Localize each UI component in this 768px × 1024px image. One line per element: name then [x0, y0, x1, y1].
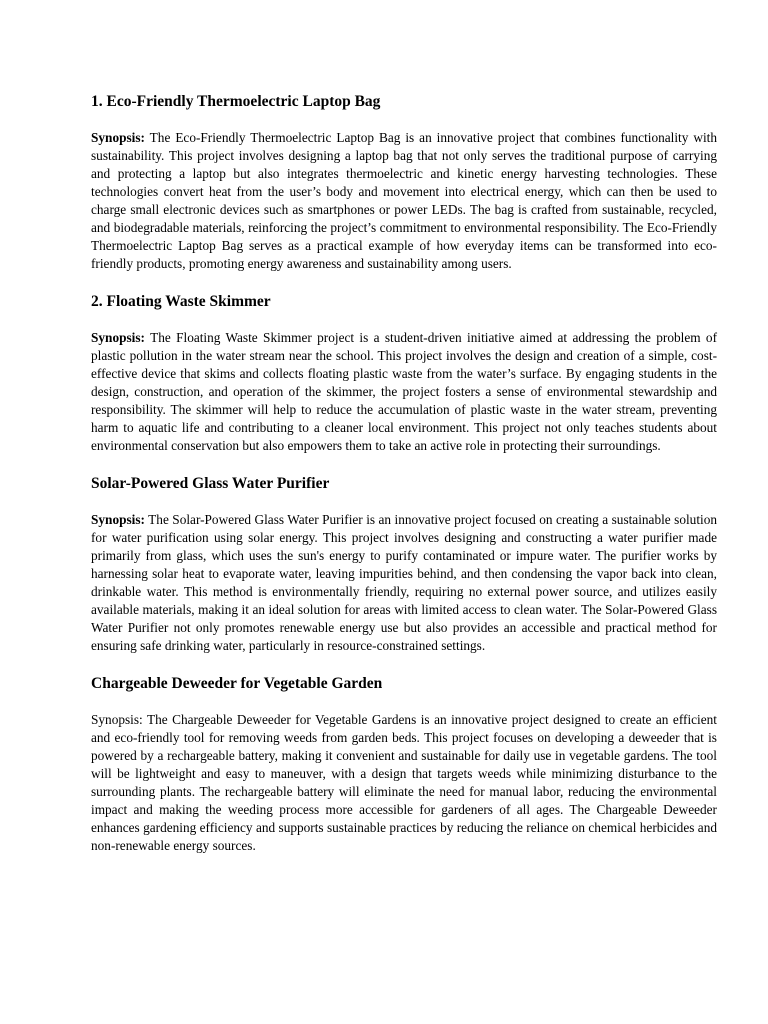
section-synopsis — [91, 511, 717, 655]
section-heading: Chargeable Deweeder for Vegetable Garden — [91, 675, 383, 692]
synopsis-label: Synopsis: — [91, 330, 145, 345]
section-deweeder — [91, 674, 717, 855]
section-laptop-bag — [91, 92, 717, 273]
section-synopsis — [91, 129, 717, 273]
synopsis-text: Synopsis: The Chargeable Deweeder for Vegetable Gardens is an innovative project designed to create an efficient and eco-friendly tool for removing weeds from garden beds. This project focuses on developing a deweeder that is powered by a rechargeable battery, making it convenient and sustainable for daily use in vegetable gardens. The tool will be lightweight and easy to maneuver, with a design that targets weeds while minimizing disturbance to the surrounding plants. The rechargeable battery will eliminate the need for manual labor, reducing the environmental impact and making the weeding process more accessible for gardeners of all ages. The Chargeable Deweeder enhances gardening efficiency and supports sustainable practices by reducing the reliance on chemical herbicides and non-renewable energy sources. — [91, 712, 717, 853]
synopsis-text: The Floating Waste Skimmer project is a student-driven initiative aimed at addressing the problem of plastic pollution in the water stream near the school. This project involves the design and creation of a simple, cost-effective device that skims and collects floating plastic waste from the water’s surface. By engaging students in the design, construction, and operation of the skimmer, the project fosters a sense of environmental stewardship and responsibility. The skimmer will help to reduce the accumulation of plastic waste in the water stream, preventing harm to aquatic life and contributing to a cleaner local environment. This project not only teaches students about environmental conservation but also empowers them to take an active role in protecting their surroundings. — [91, 330, 717, 453]
synopsis-text: The Eco-Friendly Thermoelectric Laptop Bag is an innovative project that combines functionality with sustainability. This project involves designing a laptop bag that not only serves the traditional purpose of carrying and protecting a laptop but also integrates thermoelectric and kinetic energy harvesting technologies. These technologies convert heat from the user’s body and movement into electrical energy, which can then be used to charge small electronic devices such as smartphones or power LEDs. The bag is crafted from sustainable, recycled, and biodegradable materials, reinforcing the project’s commitment to environmental responsibility. The Eco-Friendly Thermoelectric Laptop Bag serves as a practical example of how everyday items can be transformed into eco-friendly products, promoting energy awareness and sustainability among users. — [91, 130, 717, 271]
synopsis-text: The Solar-Powered Glass Water Purifier is an innovative project focused on creating a sustainable solution for water purification using solar energy. This project involves designing and constructing a water purifier made primarily from glass, which uses the sun's energy to purify contaminated or impure water. The purifier works by harnessing solar heat to evaporate water, leaving impurities behind, and then condensing the vapor back into clean, drinkable water. This method is environmentally friendly, requiring no external power source, and utilizes easily available materials, making it an ideal solution for areas with limited access to clean water. The Solar-Powered Glass Water Purifier not only promotes renewable energy use but also provides an accessible and practical method for ensuring safe drinking water, particularly in resource-constrained settings. — [91, 512, 717, 653]
section-waste-skimmer — [91, 292, 717, 455]
section-synopsis — [91, 329, 717, 455]
section-synopsis — [91, 711, 717, 855]
synopsis-label: Synopsis: — [91, 512, 145, 527]
section-heading: Solar-Powered Glass Water Purifier — [91, 475, 330, 492]
synopsis-label: Synopsis: — [91, 130, 145, 145]
section-heading: 1. Eco-Friendly Thermoelectric Laptop Bag — [91, 93, 381, 110]
section-heading: 2. Floating Waste Skimmer — [91, 293, 271, 310]
section-water-purifier — [91, 474, 717, 655]
document-page — [91, 92, 717, 874]
